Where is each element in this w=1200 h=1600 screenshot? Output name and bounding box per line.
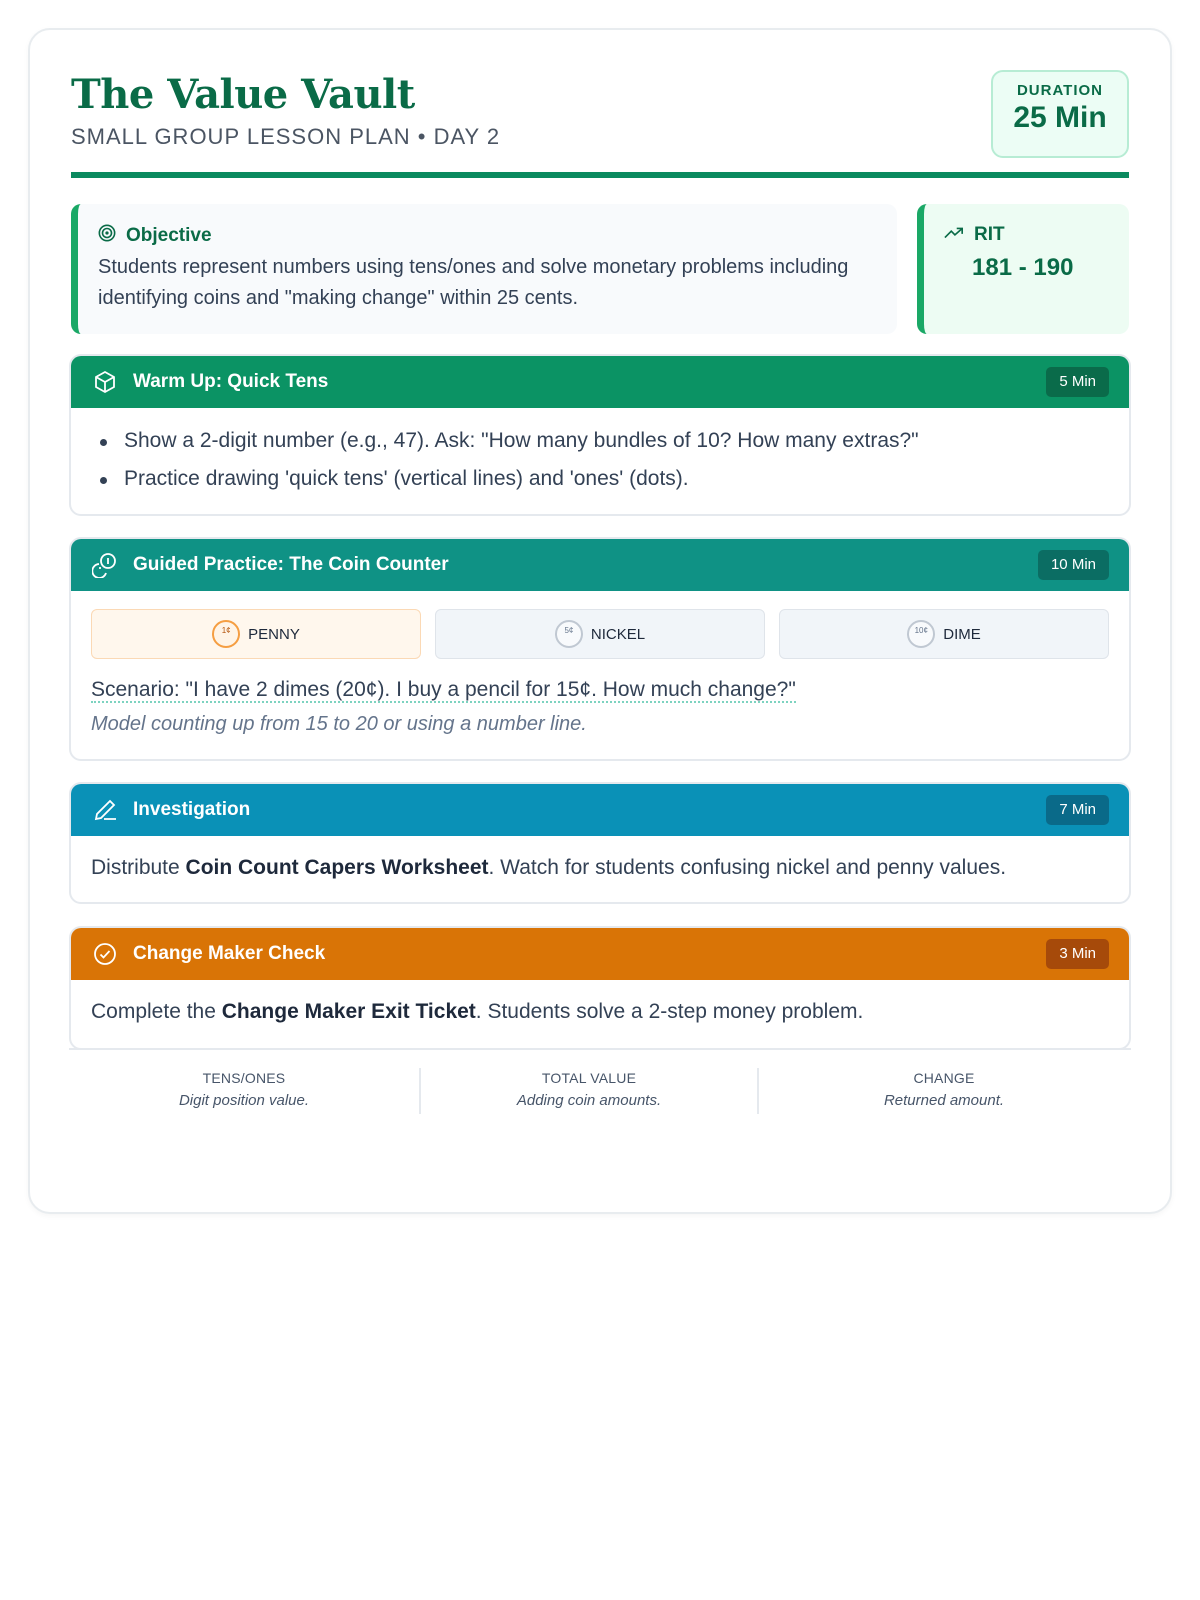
objective-row (71, 204, 1129, 334)
objective-label: Objective (126, 225, 212, 246)
duration-box (991, 70, 1129, 158)
scenario-text (91, 675, 1109, 705)
coin-icon: 10¢ (907, 620, 935, 648)
vocab-definition: Adding coin amounts. (516, 1092, 662, 1109)
section-body (71, 980, 1129, 1024)
section-header (71, 539, 1129, 591)
bullet-list (91, 422, 1109, 498)
coins-icon (91, 551, 119, 579)
section-title: Investigation (133, 799, 251, 820)
vocab-definition: Returned amount. (883, 1092, 1005, 1109)
lesson-header (71, 70, 1129, 178)
pencil-icon (91, 796, 119, 824)
time-badge: 10 Min (1038, 550, 1109, 580)
page-subtitle: SMALL GROUP LESSON PLAN • DAY 2 (71, 124, 501, 149)
coin-nickel (435, 609, 765, 659)
worksheet-name: Coin Count Capers Worksheet (185, 856, 489, 879)
rit-value: 181 - 190 (972, 254, 1074, 281)
rit-heading (944, 224, 1109, 246)
vocab-term: TENS/ONES (202, 1070, 286, 1086)
body-text: . Watch for students confusing nickel and penny values. (488, 856, 1007, 879)
section-warm-up (69, 354, 1131, 516)
section-change-maker-check (69, 926, 1131, 1050)
model-note: Model counting up from 15 to 20 or using a number line. (91, 713, 587, 735)
section-title: Warm Up: Quick Tens (133, 371, 329, 392)
coin-penny (91, 609, 421, 659)
cube-icon (91, 368, 119, 396)
target-icon (98, 224, 116, 248)
exit-ticket-name: Change Maker Exit Ticket (221, 1000, 476, 1023)
section-title: Change Maker Check (133, 943, 326, 964)
coin-label: PENNY (248, 625, 300, 643)
section-investigation (69, 782, 1131, 904)
objective-heading (98, 224, 877, 248)
rit-box (917, 204, 1129, 334)
section-guided-practice (69, 537, 1131, 761)
list-item: Practice drawing 'quick tens' (vertical lines) and 'ones' (dots). (91, 460, 1109, 498)
vocab-tens-ones (69, 1068, 421, 1114)
section-body (71, 591, 1129, 736)
trending-up-icon (944, 224, 964, 246)
body-text: Distribute (91, 856, 186, 879)
objective-box (71, 204, 897, 334)
time-badge: 5 Min (1046, 367, 1109, 397)
time-badge: 7 Min (1046, 795, 1109, 825)
vocab-total-value (421, 1068, 759, 1114)
body-text: Complete the (91, 1000, 222, 1023)
duration-value: 25 Min (1013, 101, 1107, 134)
section-body (71, 408, 1129, 498)
vocab-definition: Digit position value. (178, 1092, 310, 1109)
list-item: Show a 2-digit number (e.g., 47). Ask: "How many bundles of 10? How many extras?" (91, 422, 1109, 460)
vocab-change (759, 1068, 1129, 1148)
objective-text: Students represent numbers using tens/ones and solve monetary problems including identifying coins and "making change" within 25 cents. (98, 256, 849, 309)
body-text: . Students solve a 2-step money problem. (475, 1000, 864, 1023)
vocab-term: CHANGE (913, 1070, 975, 1086)
check-circle-icon (91, 940, 119, 968)
vocab-footer (69, 1048, 1131, 1148)
coin-label: NICKEL (590, 625, 646, 643)
duration-label: DURATION (1016, 82, 1104, 99)
vocab-term: TOTAL VALUE (541, 1070, 637, 1086)
scenario-underlined: Scenario: "I have 2 dimes (20¢). I buy a pencil for 15¢. How much change?" (91, 678, 796, 701)
coin-icon: 1¢ (212, 620, 240, 648)
page-title: The Value Vault (71, 71, 415, 118)
coin-icon: 5¢ (555, 620, 583, 648)
coin-row (91, 609, 1109, 659)
rit-label: RIT (974, 224, 1005, 245)
section-header (71, 356, 1129, 408)
section-header (71, 784, 1129, 836)
coin-dime (779, 609, 1109, 659)
section-body (71, 836, 1129, 880)
section-title: Guided Practice: The Coin Counter (133, 554, 449, 575)
section-header (71, 928, 1129, 980)
time-badge: 3 Min (1046, 939, 1109, 969)
coin-label: DIME (943, 625, 981, 643)
